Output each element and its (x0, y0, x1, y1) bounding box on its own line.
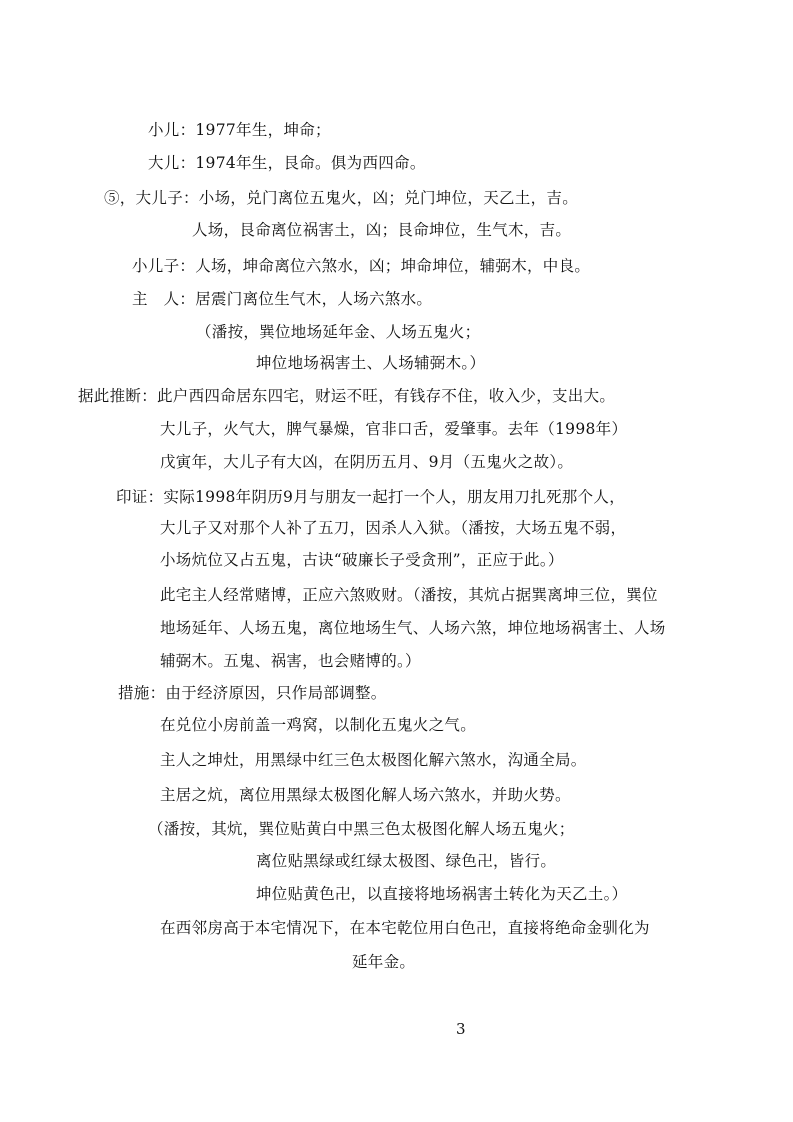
text-line: （潘按，其炕，巽位贴黄白中黑三色太极图化解人场五鬼火； (148, 820, 575, 838)
text-line: 主居之炕，离位用黑绿太极图化解人场六煞水，并助火势。 (160, 786, 571, 804)
text-line: （潘按，巽位地场延年金、人场五鬼火； (196, 323, 481, 341)
text-line: 地场延年、人场五鬼，离位地场生气、人场六煞，坤位地场祸害土、人场 (160, 619, 666, 637)
text-line: 主 人：居震门离位生气木，人场六煞水。 (132, 290, 433, 308)
text-line: 印证：实际1998年阴历9月与朋友一起打一个人，朋友用刀扎死那个人， (116, 488, 626, 506)
text-line: 主人之坤灶，用黑绿中红三色太极图化解六煞水，沟通全局。 (160, 751, 587, 769)
text-line: 在西邻房高于本宅情况下，在本宅乾位用白色卍，直接将绝命金驯化为 (160, 919, 650, 937)
text-line: ⑤，大儿子：小场，兑门离位五鬼火，凶；兑门坤位，天乙土，吉。 (104, 189, 579, 207)
text-line: 小儿子：人场，坤命离位六煞水，凶；坤命坤位，辅弼木，中良。 (132, 257, 591, 275)
text-line: 在兑位小房前盖一鸡窝，以制化五鬼火之气。 (160, 716, 477, 734)
text-line: 大儿子，火气大，脾气暴燥，官非口舌，爱肇事。去年（1998年） (160, 420, 628, 438)
text-line: 延年金。 (352, 953, 416, 971)
text-line: 坤位贴黄色卍，以直接将地场祸害土转化为天乙土。） (256, 885, 628, 903)
text-line: 小场炕位又占五鬼，古诀“破廉长子受贪刑”，正应于此。） (160, 551, 564, 569)
text-line: 小儿：1977年生，坤命； (148, 121, 331, 139)
text-line: 此宅主人经常赌博，正应六煞败财。（潘按，其炕占据巽离坤三位，巽位 (160, 586, 658, 604)
text-line: 措施：由于经济原因，只作局部调整。 (118, 684, 387, 702)
text-line: 戊寅年，大儿子有大凶，在阴历五月、9月（五鬼火之故）。 (160, 453, 574, 471)
text-line: 人场，艮命离位祸害土，凶；艮命坤位，生气木，吉。 (192, 221, 572, 239)
text-line: 辅弼木。五鬼、祸害，也会赌博的。） (160, 652, 421, 670)
page-number: 3 (456, 1020, 466, 1038)
text-line: 据此推断：此户西四命居东四宅，财运不旺，有钱存不住，收入少，支出大。 (78, 387, 616, 405)
text-line: 离位贴黑绿或红绿太极图、绿色卍，皆行。 (256, 852, 557, 870)
text-line: 坤位地场祸害土、人场辅弼木。） (256, 354, 486, 372)
text-line: 大儿子又对那个人补了五刀，因杀人入狱。（潘按，大场五鬼不弱， (160, 519, 627, 537)
text-line: 大儿：1974年生，艮命。俱为西四命。 (148, 154, 426, 172)
